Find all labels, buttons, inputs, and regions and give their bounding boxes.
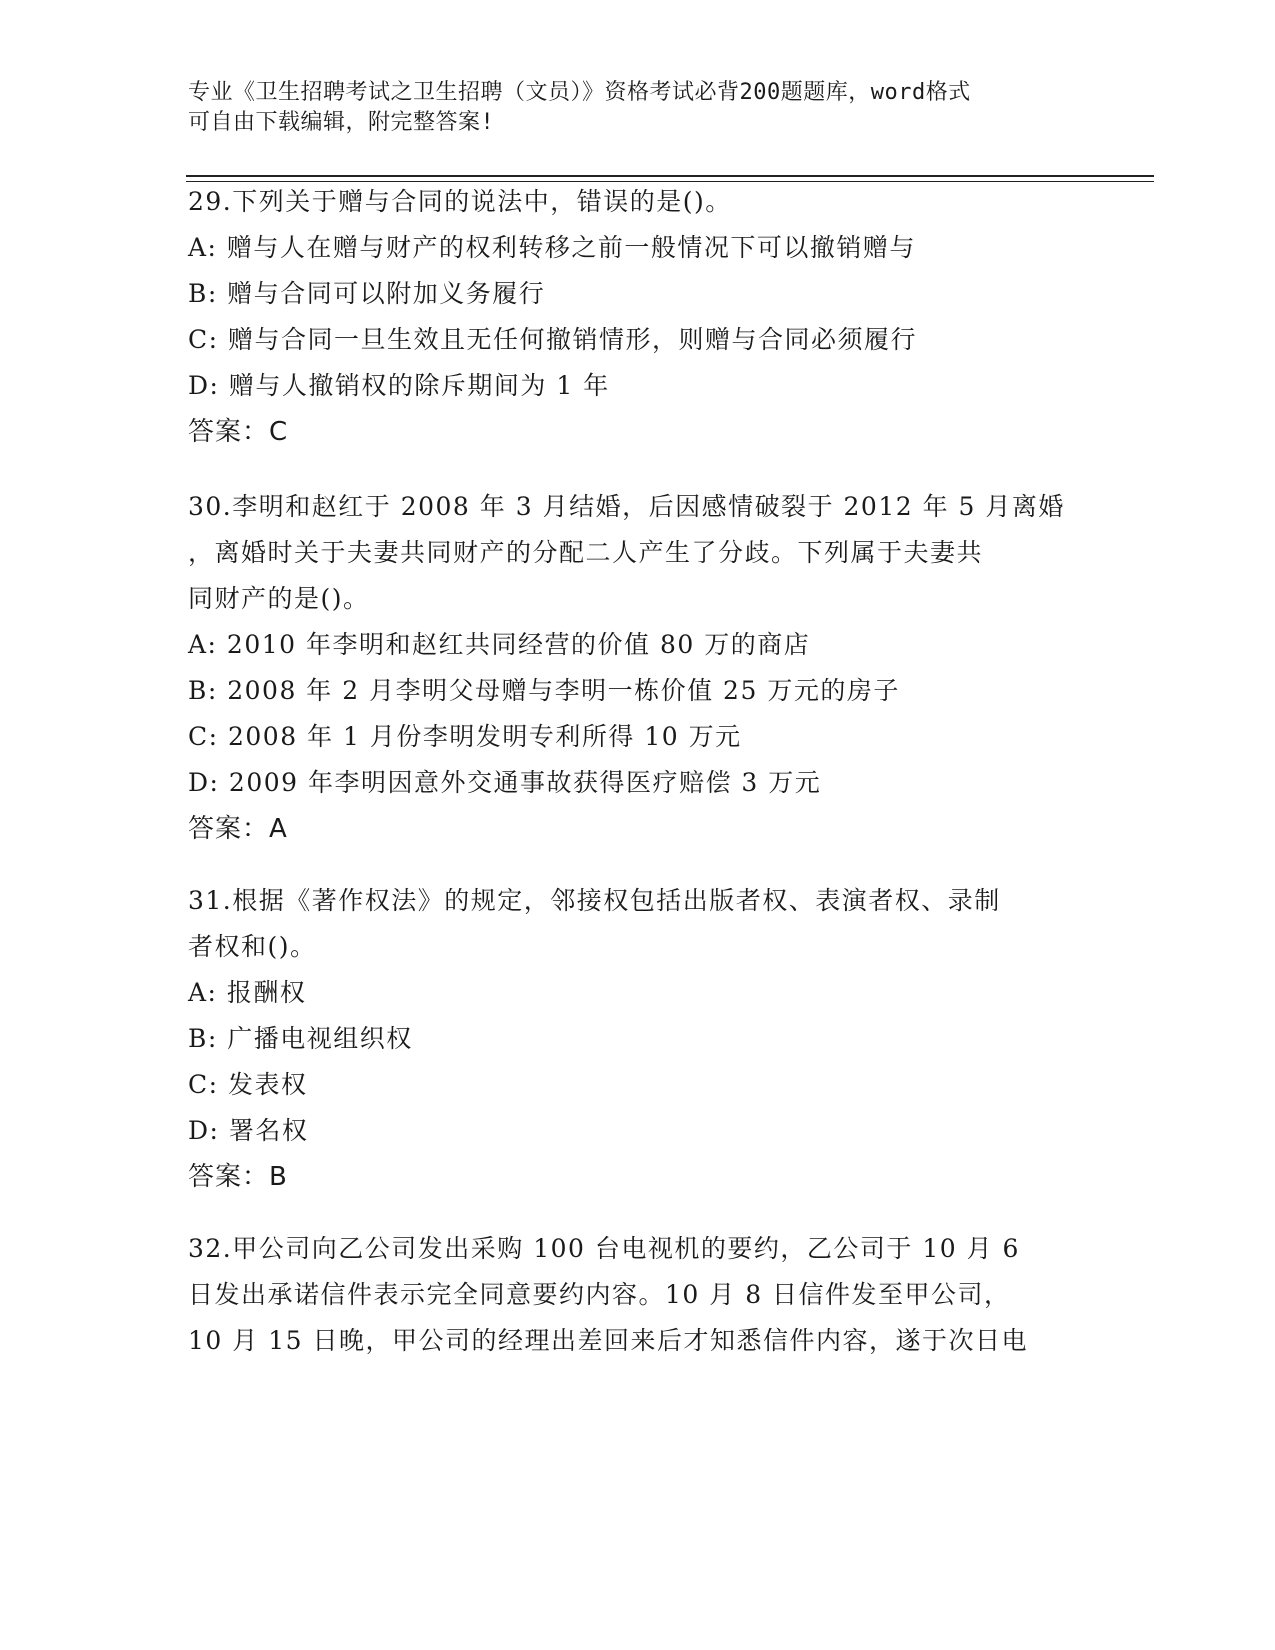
option-c: C: 2008 年 1 月份李明发明专利所得 10 万元 [188,722,742,751]
question-stem-line: 日发出承诺信件表示完全同意要约内容。10 月 8 日信件发至甲公司， [188,1280,1011,1309]
question-stem-line: 10 月 15 日晚，甲公司的经理出差回来后才知悉信件内容，遂于次日电 [188,1326,1028,1355]
option-c: C: 赠与合同一旦生效且无任何撤销情形，则赠与合同必须履行 [188,325,918,354]
question-stem-line: 32.甲公司向乙公司发出采购 100 台电视机的要约，乙公司于 10 月 6 [188,1234,1020,1263]
header-line-2: 可自由下载编辑，附完整答案! [188,110,495,135]
option-b: B: 广播电视组织权 [188,1024,413,1053]
document-header [188,78,1088,138]
question-31 [188,878,1088,1200]
question-stem-line: 者权和()。 [188,932,317,961]
option-d: D: 署名权 [188,1116,309,1145]
header-line-1: 专业《卫生招聘考试之卫生招聘（文员）》资格考试必背200题题库，word格式 [188,80,971,105]
answer-label: 答案：C [188,417,289,447]
question-stem-line: 30.李明和赵红于 2008 年 3 月结婚，后因感情破裂于 2012 年 5 月离婚 [188,492,1065,521]
question-stem-line: 31.根据《著作权法》的规定，邻接权包括出版者权、表演者权、录制 [188,886,1001,915]
option-a: A: 报酬权 [188,978,307,1007]
option-b: B: 2008 年 2 月李明父母赠与李明一栋价值 25 万元的房子 [188,676,900,705]
option-d: D: 赠与人撤销权的除斥期间为 1 年 [188,371,610,400]
question-stem-line: ，离婚时关于夫妻共同财产的分配二人产生了分歧。下列属于夫妻共 [188,538,984,567]
option-a: A: 2010 年李明和赵红共同经营的价值 80 万的商店 [188,630,811,659]
answer-label: 答案：B [188,1162,288,1192]
question-32 [188,1226,1088,1364]
header-divider-thick [186,175,1154,177]
question-29 [188,179,1088,455]
option-a: A: 赠与人在赠与财产的权利转移之前一般情况下可以撤销赠与 [188,233,916,262]
question-30 [188,484,1088,852]
answer-label: 答案：A [188,814,288,844]
option-b: B: 赠与合同可以附加义务履行 [188,279,546,308]
option-c: C: 发表权 [188,1070,308,1099]
question-stem-line: 29.下列关于赠与合同的说法中，错误的是()。 [188,187,732,216]
option-d: D: 2009 年李明因意外交通事故获得医疗赔偿 3 万元 [188,768,822,797]
question-stem-line: 同财产的是()。 [188,584,370,613]
